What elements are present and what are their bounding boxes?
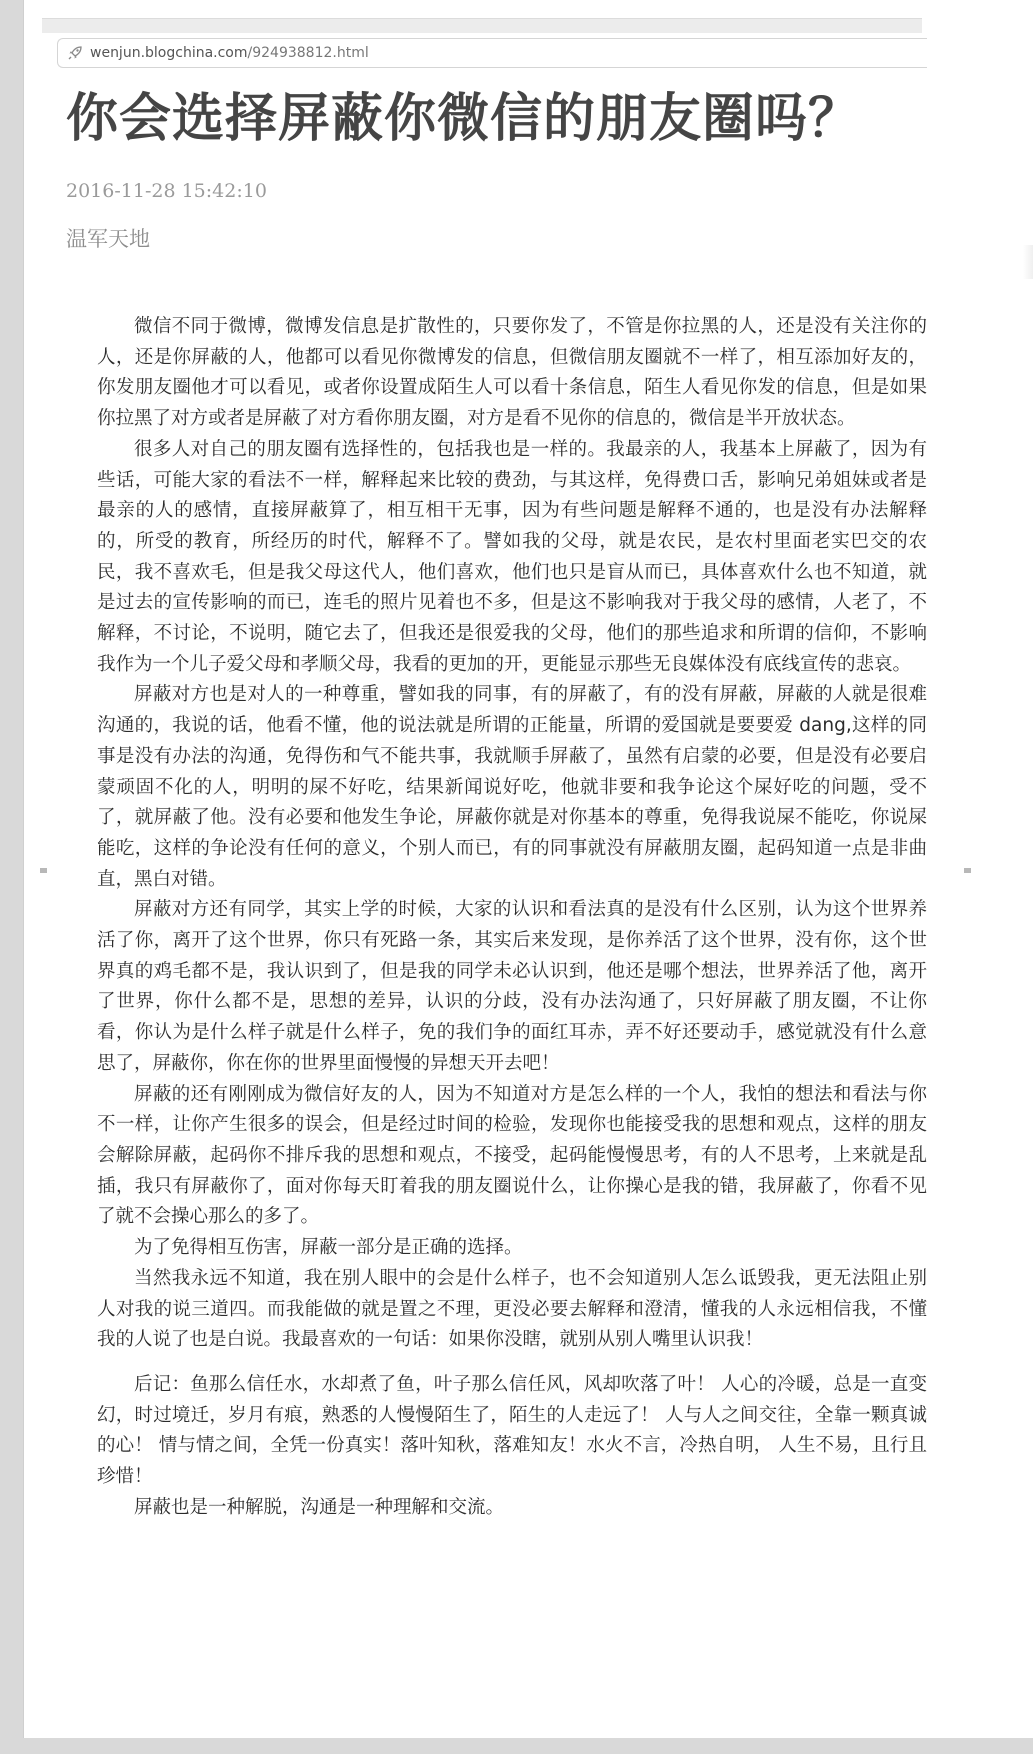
- scroll-edge-shade: [1023, 245, 1033, 279]
- article-body: [97, 312, 927, 1523]
- article-paragraph: 当然我永远不知道，我在别人眼中的会是什么样子，也不会知道别人怎么诋毁我，更无法阻止别人对我的说三道四。而我能做的就是置之不理，更没必要去解释和澄清，懂我的人永远相信我，不懂我的人说了也是白说。我最喜欢的一句话：如果你没瞎，就别从别人嘴里认识我！: [97, 1267, 927, 1351]
- url-domain: wenjun.blogchina.com: [90, 45, 248, 61]
- article-title: 你会选择屏蔽你微信的朋友圈吗？: [66, 89, 862, 149]
- right-edge-mark: [964, 868, 971, 873]
- article-paragraph: 屏蔽对方还有同学，其实上学的时候，大家的认识和看法真的是没有什么区别，认为这个世界养活了你，离开了这个世界，你只有死路一条，其实后来发现，是你养活了这个世界，没有你，这个世界真的鸡毛都不是，我认识到了，但是我的同学未必认识到，他还是哪个想法，世界养活了他，离开了世界，你什么都不是，思想的差异，认识的分歧，没有办法沟通了，只好屏蔽了朋友圈，不让你看，你认为是什么样子就是什么样子，免的我们争的面红耳赤，弄不好还要动手，感觉就没有什么意思了，屏蔽你，你在你的世界里面慢慢的异想天开去吧！: [97, 899, 927, 1074]
- browser-top-strip: [42, 18, 922, 33]
- left-edge-mark: [40, 868, 47, 873]
- author-name[interactable]: 温军天地: [66, 227, 150, 251]
- article-paragraph: 屏蔽对方也是对人的一种尊重，譬如我的同事，有的屏蔽了，有的没有屏蔽，屏蔽的人就是很难沟通的，我说的话，他看不懂，他的说法就是所谓的正能量，所谓的爱国就是要要爱 dang,这样的同事是没有办法的沟通，免得伤和气不能共事，我就顺手屏蔽了，虽然有启蒙的必要，但是没有必要启蒙顽固不化的人，明明的屎不好吃，结果新闻说好吃，他就非要和我争论这个屎好吃的问题，受不了，就屏蔽了他。没有必要和他发生争论，屏蔽你就是对你基本的尊重，免得我说屎不能吃，你说屎能吃，这样的争论没有任何的意义，个别人而已，有的同事就没有屏蔽朋友圈，起码知道一点是非曲直，黑白对错。: [97, 684, 927, 890]
- article-paragraph: 后记：鱼那么信任水，水却煮了鱼，叶子那么信任风，风却吹落了叶！ 人心的冷暖，总是一直变幻，时过境迁，岁月有痕，熟悉的人慢慢陌生了，陌生的人走远了！ 人与人之间交往，全靠一颗真诚的心！ 情与情之间，全凭一份真实！落叶知秋，落难知友！水火不言，冷热自明， 人生不易，且行且珍惜！: [97, 1373, 927, 1488]
- article-paragraph: 微信不同于微博，微博发信息是扩散性的，只要你发了，不管是你拉黑的人，还是没有关注你的人，还是你屏蔽的人，他都可以看见你微博发的信息，但微信朋友圈就不一样了，相互添加好友的，你发朋友圈他才可以看见，或者你设置成陌生人可以看十条信息，陌生人看见你发的信息，但是如果你拉黑了对方或者是屏蔽了对方看你朋友圈，对方是看不见你的信息的，微信是半开放状态。: [97, 316, 927, 430]
- article-paragraph: 屏蔽的还有刚刚成为微信好友的人，因为不知道对方是怎么样的一个人，我怕的想法和看法与你不一样，让你产生很多的误会，但是经过时间的检验，发现你也能接受我的思想和观点，这样的朋友会解除屏蔽，起码你不排斥我的思想和观点，不接受，起码能慢慢思考，有的人不思考，上来就是乱插，我只有屏蔽你了，面对你每天盯着我的朋友圈说什么，让你操心是我的错，我屏蔽了，你看不见了就不会操心那么的多了。: [97, 1083, 927, 1228]
- rocket-icon: [64, 42, 86, 64]
- article-paragraph: 很多人对自己的朋友圈有选择性的，包括我也是一样的。我最亲的人，我基本上屏蔽了，因为有些话，可能大家的看法不一样，解释起来比较的费劲，与其这样，免得费口舌，影响兄弟姐妹或者是最亲的人的感情，直接屏蔽算了，相互相干无事，因为有些问题是解释不通的，也是没有办法解释的，所受的教育，所经历的时代，解释不了。譬如我的父母，就是农民，是农村里面老实巴交的农民，我不喜欢毛，但是我父母这代人，他们喜欢，他们也只是盲从而已，具体喜欢什么也不知道，就是过去的宣传影响的而已，连毛的照片见着也不多，但是这不影响我对于我父母的感情，人老了，不解释，不讨论，不说明，随它去了，但我还是很爱我的父母，他们的那些追求和所谓的信仰，不影响我作为一个儿子爱父母和孝顺父母，我看的更加的开，更能显示那些无良媒体没有底线宣传的悲哀。: [97, 438, 927, 675]
- url-text[interactable]: [90, 45, 369, 61]
- publish-date: 2016-11-28 15:42:10: [66, 180, 267, 202]
- article-paragraph: 屏蔽也是一种解脱，沟通是一种理解和交流。: [134, 1496, 505, 1518]
- url-path: /924938812.html: [247, 45, 369, 61]
- article-paragraph: 为了免得相互伤害，屏蔽一部分是正确的选择。: [134, 1237, 523, 1259]
- address-bar[interactable]: [57, 38, 927, 68]
